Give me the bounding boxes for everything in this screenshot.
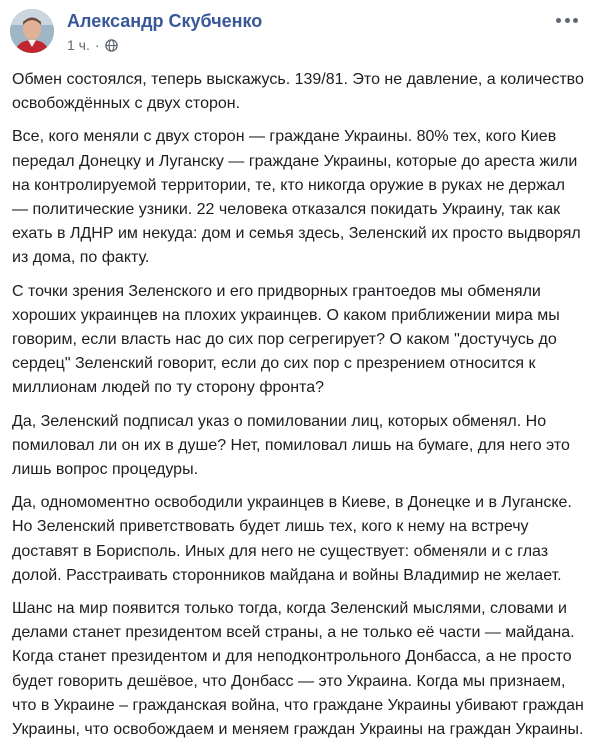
more-dot [565,18,570,23]
post-timestamp[interactable]: 1 ч. [67,37,90,53]
more-dot [556,18,561,23]
post-meta [67,37,118,53]
more-dot [573,18,578,23]
post-body [12,68,584,751]
author-name[interactable]: Александр Скубченко [67,11,263,31]
post-paragraph: Все, кого меняли с двух сторон — граждане Украины. 80% тех, кого Киев передал Донецку и Луганску — граждане Украины, которые до ареста жили на контролируемой территории, те, кто никогда оружие в руках не держал — политические узники. 22 человека отказался покидать Украину, так как ехать в ЛДНР им некуда: дом и семья здесь, Зеленский их просто выдворял из дома, по факту. [12,128,581,267]
post-paragraph: Шанс на мир появится только тогда, когда Зеленский мыслями, словами и делами станет президентом всей страны, а не только её части — майдана. Когда станет президентом и для неподконтрольного Донбасса, а не просто будет говорить дешёвое, что Донбасс — это Украина. Когда мы признаем, что в Украине – гражданская война, что граждане Украины убивают граждан Украины, что освобождаем и меняем граждан Украины на граждан Украины. [12,600,584,739]
more-options-icon[interactable] [556,15,578,25]
meta-separator: · [94,37,100,53]
post-paragraph: Обмен состоялся, теперь выскажусь. 139/81. Это не давление, а количество освобождённых с двух сторон. [12,71,584,113]
post-paragraph: С точки зрения Зеленского и его придворных грантоедов мы обменяли хороших украинцев на плохих украинцев. О каком приближении мира мы говорим, если власть нас до сих пор сегрегирует? О каком "достучусь до сердец" Зеленский говорит, если до сих пор с презрением относится к миллионам людей по ту сторону фронта? [12,282,560,397]
post-header [10,9,582,57]
post-paragraph: Да, Зеленский подписал указ о помиловании лиц, которых обменял. Но помиловал ли он их в душе? Нет, помиловал лишь на бумаге, для него это лишь вопрос процедуры. [12,412,570,479]
globe-icon[interactable] [105,39,118,52]
post-paragraph: Да, одномоментно освободили украинцев в Киеве, в Донецке и в Луганске. Но Зеленский приветствовать будет лишь тех, кого к нему на встречу доставят в Борисполь. Иных для него не существует: обменяли и с глаз долой. Расстраивать сторонников майдана и войны Владимир не желает. [12,494,572,584]
user-avatar[interactable] [10,9,54,53]
